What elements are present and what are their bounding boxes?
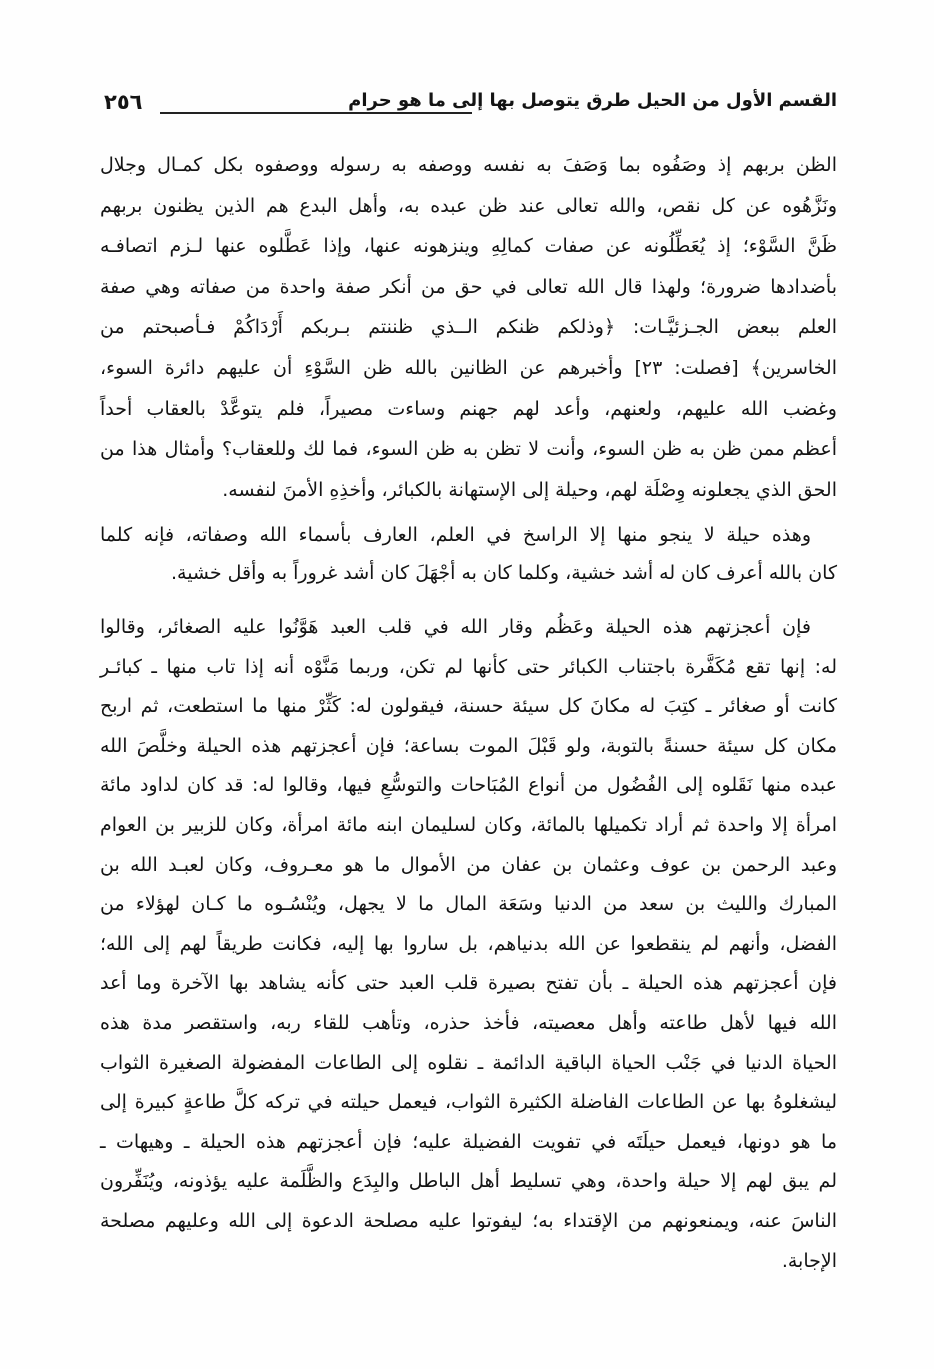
text-line: الناسَ عنه، ويمنعونهم من الإقتداء به؛ ليفوتوا عليه مصلحة الدعوة إلى الله وعليهم مصلحة <box>100 1209 837 1232</box>
paragraph <box>100 608 837 1281</box>
text-line: مكان كل سيئة حسنةً بالتوبة، ولو قَبْلَ الموت بساعة؛ فإن أعجزتهم هذه الحيلة وخلَّصَ الله <box>100 734 837 757</box>
text-line: المبارك والليث بن سعد من الدنيا وسَعَة المال ما لا يجهل، ويُنْسُـوه ما كـان لهؤلاء من <box>100 893 837 916</box>
text-line: الإجابة. <box>781 1249 837 1272</box>
text-line: ليشغلوهُ بها عن الطاعات الفاضلة الكثيرة الثواب، فيعمل حيلته في تركه كلَّ طاعةٍ كبيرة إلى <box>100 1091 837 1114</box>
text-line: الفضل، وأنهم لم ينقطعوا عن الله بدنياهم، بل ساروا بها إليه، فكانت طريقاً لهم إلى الله؛ <box>100 932 837 955</box>
text-line: بأضدادها ضرورة؛ ولهذا قال الله تعالى في حق من أنكر صفة واحدة من صفاته وهي صفة <box>100 275 837 298</box>
paragraph <box>100 516 837 592</box>
text-line: ونَزَّهُوه عن كل نقص، والله تعالى عند ظن عبده به، وأهل البدع هم الذين يظنون بربهم <box>100 194 837 217</box>
text-line: الله فيها لأهل طاعته وأهل معصيته، فأخذ حذره، وتأهب للقاء ربه، واستقصر مدة هذه <box>100 1011 837 1034</box>
text-line: الخاسرين﴾ [فصلت: ٢٣] وأخبرهم عن الظانين بالله ظن السَّوْءِ أن عليهم دائرة السوء، <box>100 356 837 379</box>
text-line: أعظم ممن ظن به ظن السوء، وأنت لا تظن به ظن السوء، فما لك وللعقاب؟ وأمثال هذا من <box>100 438 837 461</box>
text-line: وغضب الله عليهم، ولعنهم، وأعد لهم جهنم وساءت مصيراً، فلم يتوعَّدْ بالعقاب أحداً <box>100 397 837 420</box>
text-line: وعبد الرحمن بن عوف وعثمان بن عفان من الأموال ما هو معـروف، وكان لعبـد الله بن <box>100 853 837 876</box>
text-line: له: إنها تقع مُكَفَّرة باجتناب الكبائر حتى كأنها لم تكن، وربما مَنَّوْه أنه إذا تاب منها ـ كبائـر <box>100 655 837 678</box>
text-line: ما هو دونها، فيعمل حيلَتَه في تفويت الفضيلة عليه؛ فإن أعجزتهم هذه الحيلة ـ وهيهات ـ <box>100 1130 837 1153</box>
text-line: الحياة الدنيا في جَنْب الحياة الباقية الدائمة ـ نقلوه إلى الطاعات المفضولة الصغيرة الثواب <box>100 1051 837 1074</box>
text-line: كان بالله أعرف كان له أشد خشية، وكلما كان به أجْهَلَ كان أشد غروراً به وأقل خشية. <box>170 562 837 584</box>
page-number: ٢٥٦ <box>104 90 143 114</box>
text-line: كانت أو صغائر ـ كتِبَ له مكانَ كل سيئة حسنة، فيقولون له: كَثِّرْ منها ما استطعت، ثم اربح <box>100 695 837 718</box>
text-line: العلم ببعض الجـزئيَّـات: ﴿وذلكم ظنكم الــذي ظننتم بـربكم أَرْدَاكُمْ فـأصبحتم من <box>100 316 837 339</box>
paragraph <box>100 145 837 510</box>
text-line: عبده منها نَقَلوه إلى الفُضُول من أنواع المُبَاحات والتوسُّعِ فيها، وقالوا له: قد كان لداود مائة <box>100 774 837 797</box>
text-line: فإن أعجزتهم هذه الحيلة وعَظُم وقار الله في قلب العبد هَوَّنُوا عليه الصغائر، وقالوا <box>100 616 811 638</box>
text-line: امرأة إلا واحدة ثم أراد تكميلها بالمائة، وكان لسليمان ابنه مائة امرأة، وكان للزبير بن العوام <box>100 813 837 836</box>
text-line: الظن بربهم إذ وصَفُوه بما وَصَفَ به نفسه ووصفه به رسوله ووصفوه بكل كمـال وجلال <box>100 154 837 176</box>
text-line: وهذه حيلة لا ينجو منها إلا الراسخ في العلم، العارف بأسماء الله وصفاته، فإنه كلما <box>100 524 811 546</box>
header-rule <box>160 112 472 114</box>
chapter-title: القسم الأول من الحيل طرق يتوصل بها إلى ما هو حرام <box>348 90 837 111</box>
text-line: الحق الذي يجعلونه وِصْلَة لهم، وحيلة إلى الإستهانة بالكبائر، وأخذِهِ الأمنَ لنفسه. <box>222 478 837 501</box>
text-line: فإن أعجزتهم هذه الحيلة ـ بأن تفتح بصيرة قلب العبد حتى كأنه يشاهد بها الآخرة وما أعد <box>100 972 837 995</box>
text-line: لم يبق لهم إلا حيلة واحدة، وهي تسليط أهل الباطل والبِدَع والظَّلَمة عليه يؤذونه، ويُنَفِّرون <box>100 1170 837 1193</box>
running-header <box>100 88 837 122</box>
text-line: ظَنَّ السَّوْء؛ إذ يُعَطِّلُونه عن صفات كمالِهِ وينزهونه عنها، وإذا عَطَّلوه عنها لـزم اتصافـه <box>100 235 837 258</box>
